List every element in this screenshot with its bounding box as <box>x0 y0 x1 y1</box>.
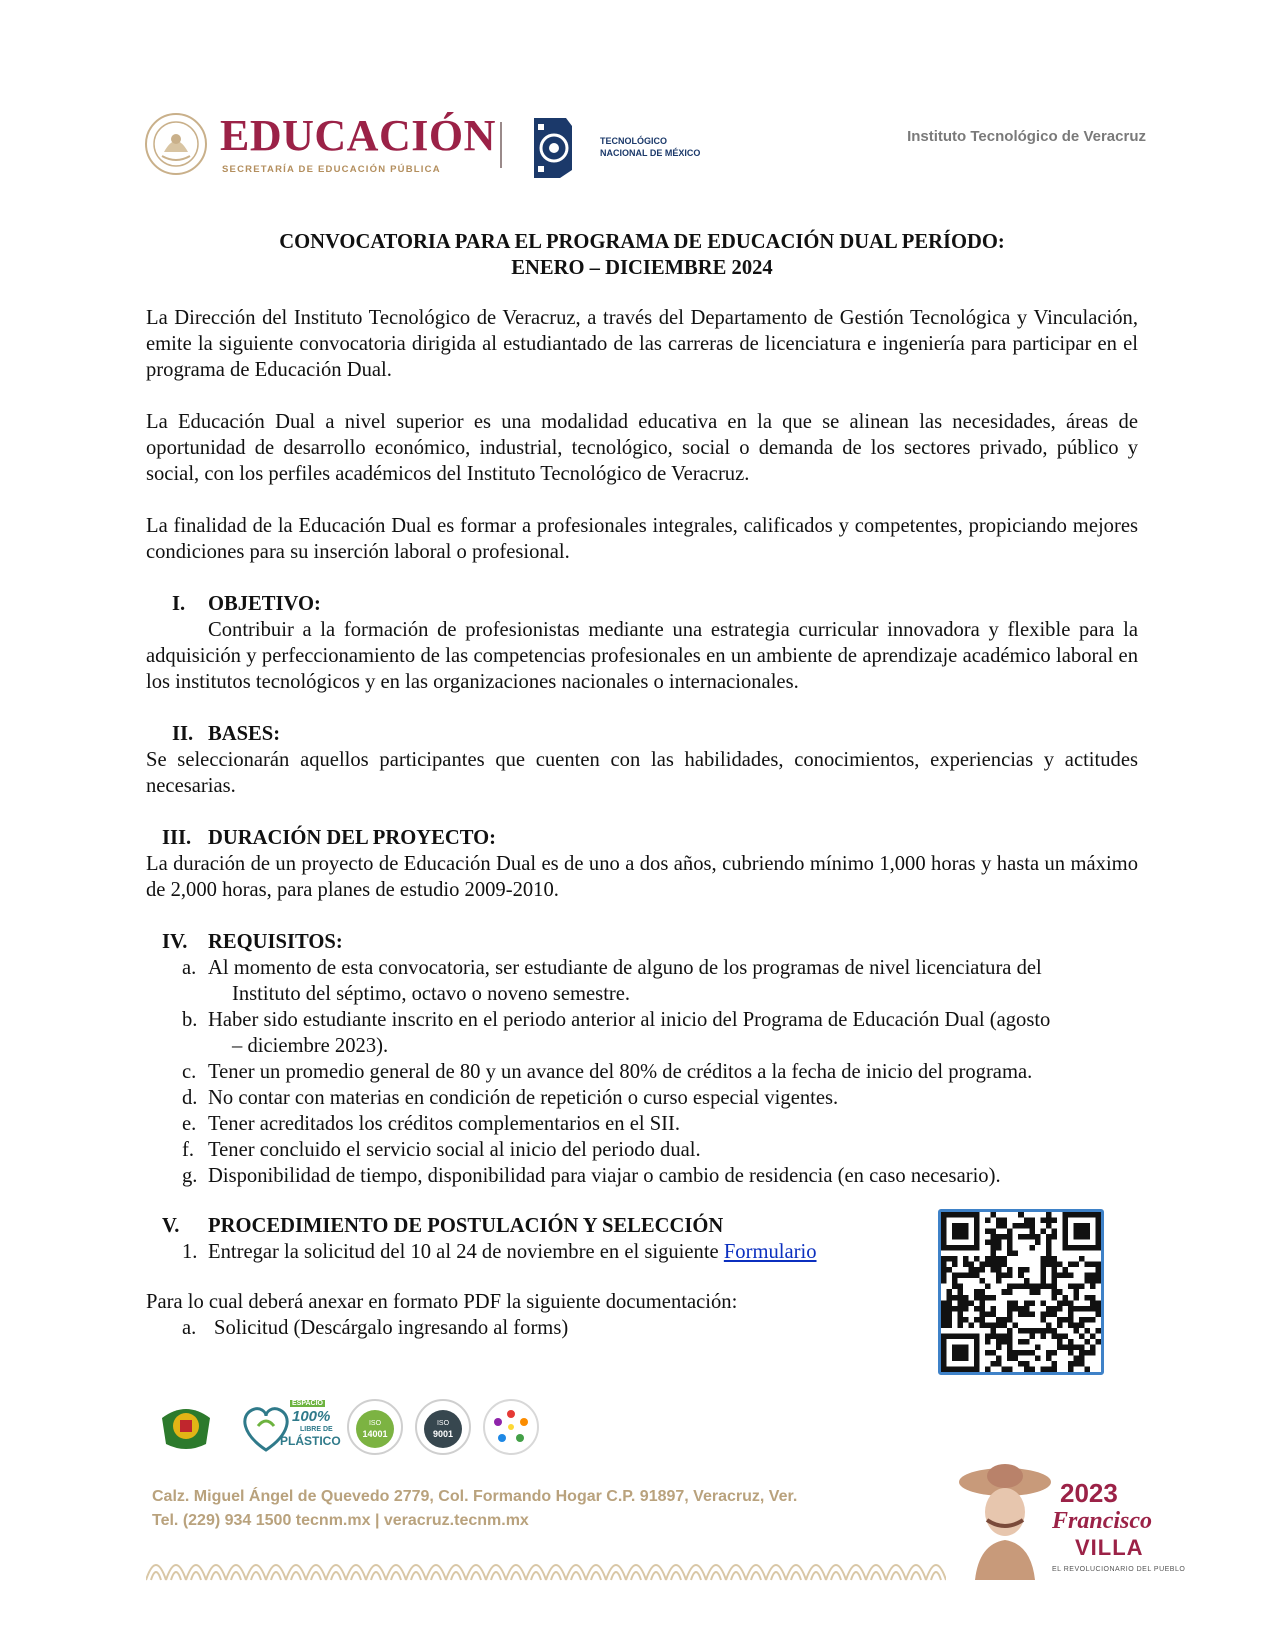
section-procedimiento-heading: V. PROCEDIMIENTO DE POSTULACIÓN Y SELECCIÓN <box>162 1215 724 1237</box>
list-item: b. Haber sido estudiante inscrito en el periodo anterior al inicio del Programa de Educación Dual (agosto – diciembre 2023). <box>182 1009 1051 1057</box>
requirements-list <box>146 955 1138 1189</box>
document-title-line-1: CONVOCATORIA PARA EL PROGRAMA DE EDUCACIÓN DUAL PERÍODO: <box>279 231 1005 253</box>
list-item: a. Al momento de esta convocatoria, ser estudiante de alguno de los programas de nivel licenciatura del Instituto del séptimo, octavo o noveno semestre. <box>182 957 1042 1005</box>
formulario-link[interactable]: Formulario <box>723 1241 817 1263</box>
list-item: c. Tener un promedio general de 80 y un avance del 80% de créditos a la fecha de inicio del programa. <box>182 1061 1033 1083</box>
list-item: a. Solicitud (Descárgalo ingresando al forms) <box>182 1317 569 1339</box>
list-item: d. No contar con materias en condición de repetición o curso especial vigentes. <box>182 1087 839 1109</box>
villa-surname: VILLA <box>1075 1535 1144 1560</box>
iso-badge-icon <box>346 1398 404 1456</box>
itv-emblem-icon <box>156 1398 216 1454</box>
qr-code-icon[interactable] <box>938 1209 1104 1375</box>
section-requisitos-heading: IV. REQUISITOS: <box>162 931 343 953</box>
address-block <box>152 1485 797 1533</box>
villa-caption: EL REVOLUCIONARIO DEL PUEBLO <box>1052 1566 1186 1573</box>
annex-instructions: Para lo cual deberá anexar en formato PDF la siguiente documentación: <box>146 1291 738 1313</box>
list-item: g. Disponibilidad de tiempo, disponibilidad para viajar o cambio de residencia (en caso necesario). <box>182 1165 1001 1187</box>
institute-name: Instituto Tecnológico de Veracruz <box>907 128 1146 145</box>
header-divider <box>500 122 502 168</box>
equality-model-icon <box>482 1398 540 1456</box>
section-objetivo-text: Contribuir a la formación de profesionistas mediante una estrategia curricular innovadora y flexible para la adquisición y perfeccionamiento de las competencias profesionales en un ambiente de aprendizaje académico laboral en los institutos tecnológicos y en las organizaciones nacionales o internacionales. <box>146 619 1138 693</box>
list-item: f. Tener concluido el servicio social al inicio del periodo dual. <box>182 1139 701 1161</box>
list-item: 1. Entregar la solicitud del 10 al 24 de noviembre en el siguiente Formulario <box>182 1241 817 1263</box>
section-duracion-text: La duración de un proyecto de Educación Dual es de uno a dos años, cubriendo mínimo 1,000 horas y hasta un máximo de 2,000 horas, para planes de estudio 2009-2010. <box>146 853 1138 901</box>
section-objetivo-heading: I. OBJETIVO: <box>172 593 321 615</box>
intro-paragraph-2: La Educación Dual a nivel superior es una modalidad educativa en la que se alinean las necesidades, áreas de oportunidad de desarrollo económico, industrial, tecnológico, social o demanda de los sectores privado, público y social, con los perfiles académicos del Instituto Tecnológico de Veracruz. <box>146 411 1138 485</box>
iso-9001-badge: ISO 9001 <box>414 1398 472 1456</box>
education-logo-subtitle: SECRETARÍA DE EDUCACIÓN PÚBLICA <box>222 164 441 175</box>
tecnm-logo-text: TECNOLÓGICO NACIONAL DE MÉXICO <box>600 136 701 158</box>
tecnm-gear-icon <box>530 112 576 182</box>
letterhead <box>0 0 1276 200</box>
address-line: Calz. Miguel Ángel de Quevedo 2779, Col. Formando Hogar C.P. 91897, Veracruz, Ver. <box>152 1488 798 1505</box>
decorative-pattern <box>146 1546 946 1586</box>
iso-badge-icon <box>414 1398 472 1456</box>
mexico-coat-of-arms-icon <box>144 112 208 176</box>
villa-year: 2023 <box>1060 1478 1118 1508</box>
list-item: e. Tener acreditados los créditos complementarios en el SII. <box>182 1113 681 1135</box>
section-bases-text: Se seleccionarán aquellos participantes que cuenten con las habilidades, conocimientos, experiencias y actitudes necesarias. <box>146 749 1138 797</box>
contact-line: Tel. (229) 934 1500 tecnm.mx | veracruz.tecnm.mx <box>152 1512 529 1529</box>
section-duracion-heading: III. DURACIÓN DEL PROYECTO: <box>162 827 496 849</box>
education-logo-title: EDUCACIÓN <box>220 111 496 160</box>
iso-14001-badge: ISO 14001 <box>346 1398 404 1456</box>
villa-name: Francisco <box>1052 1508 1153 1534</box>
document-title-line-2: ENERO – DICIEMBRE 2024 <box>511 257 773 279</box>
francisco-villa-portrait-icon <box>955 1460 1055 1580</box>
intro-paragraph-1: La Dirección del Instituto Tecnológico de Veracruz, a través del Departamento de Gestión Tecnológica y Vinculación, emite la siguiente convocatoria dirigida al estudiantado de las carreras de licenciatura e ingeniería para participar en el programa de Educación Dual. <box>146 307 1138 381</box>
plastic-free-badge: ESPACIO 100% LIBRE DE PLÁSTICO <box>238 1398 338 1456</box>
document-body <box>146 229 1138 1341</box>
section-bases-heading: II. BASES: <box>172 723 281 745</box>
intro-paragraph-3: La finalidad de la Educación Dual es formar a profesionales integrales, calificados y competentes, propiciando mejores condiciones para su inserción laboral o profesional. <box>146 515 1138 563</box>
